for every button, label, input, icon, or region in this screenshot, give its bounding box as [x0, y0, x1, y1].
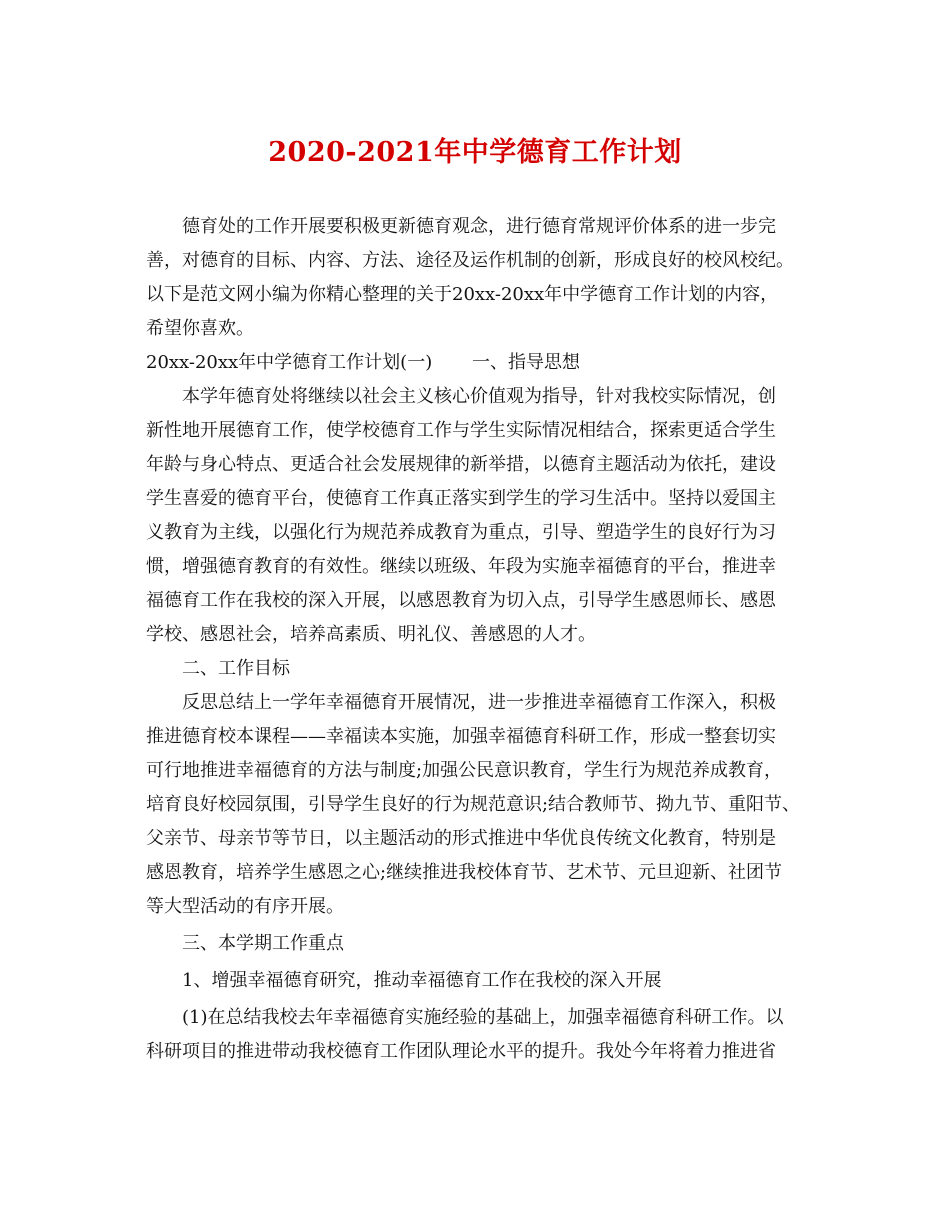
paragraph-line: 学校、感恩社会，培养高素质、明礼仪、善感恩的人才。	[146, 624, 596, 645]
subtitle-plan-one: 20xx-20xx年中学德育工作计划(一)	[146, 352, 433, 373]
paragraph-line: 本学年德育处将继续以社会主义核心价值观为指导，针对我校实际情况，创	[182, 386, 776, 407]
section-heading-semester-focus: 三、本学期工作重点	[182, 933, 344, 954]
paragraph-line: 德育处的工作开展要积极更新德育观念，进行德育常规评价体系的进一步完	[182, 216, 776, 237]
paragraph-line: 新性地开展德育工作，使学校德育工作与学生实际情况相结合，探索更适合学生	[146, 420, 776, 441]
document-title: 2020-2021年中学德育工作计划	[268, 137, 682, 168]
paragraph-line: 年龄与身心特点、更适合社会发展规律的新举措，以德育主题活动为依托，建设	[146, 454, 776, 475]
paragraph-line: 可行地推进幸福德育的方法与制度;加强公民意识教育，学生行为规范养成教育，	[146, 760, 783, 781]
paragraph-line: 惯，增强德育教育的有效性。继续以班级、年段为实施幸福德育的平台，推进幸	[146, 556, 776, 577]
paragraph-line: 以下是范文网小编为你精心整理的关于20xx-20xx年中学德育工作计划的内容，	[146, 284, 779, 305]
paragraph-line: 义教育为主线，以强化行为规范养成教育为重点，引导、塑造学生的良好行为习	[146, 522, 776, 543]
paragraph-line: 科研项目的推进带动我校德育工作团队理论水平的提升。我处今年将着力推进省	[146, 1041, 776, 1062]
section-heading-work-goals: 二、工作目标	[182, 658, 290, 679]
paragraph-line: (1)在总结我校去年幸福德育实施经验的基础上，加强幸福德育科研工作。以	[182, 1007, 784, 1028]
paragraph-line: 感恩教育，培养学生感恩之心;继续推进我校体育节、艺术节、元旦迎新、社团节	[146, 862, 783, 883]
paragraph-line: 善，对德育的目标、内容、方法、途径及运作机制的创新，形成良好的校风校纪。	[146, 250, 794, 271]
section-heading-row	[146, 346, 826, 380]
paragraph-line: 反思总结上一学年幸福德育开展情况，进一步推进幸福德育工作深入，积极	[182, 692, 776, 713]
paragraph-line: 福德育工作在我校的深入开展，以感恩教育为切入点，引导学生感恩师长、感恩	[146, 590, 776, 611]
section-heading-guiding-ideology: 一、指导思想	[471, 352, 580, 373]
paragraph-line: 父亲节、母亲节等节日，以主题活动的形式推进中华优良传统文化教育，特别是	[146, 828, 776, 849]
subsection-heading: 1、增强幸福德育研究，推动幸福德育工作在我校的深入开展	[182, 970, 662, 991]
document-body	[146, 210, 826, 1069]
paragraph-line: 培育良好校园氛围，引导学生良好的行为规范意识;结合教师节、拗九节、重阳节、	[146, 794, 801, 815]
paragraph-line: 推进德育校本课程——幸福读本实施，加强幸福德育科研工作，形成一整套切实	[146, 726, 776, 747]
paragraph-line: 学生喜爱的德育平台，使德育工作真正落实到学生的学习生活中。坚持以爱国主	[146, 488, 776, 509]
paragraph-line: 等大型活动的有序开展。	[146, 896, 344, 917]
paragraph-line: 希望你喜欢。	[146, 318, 254, 339]
